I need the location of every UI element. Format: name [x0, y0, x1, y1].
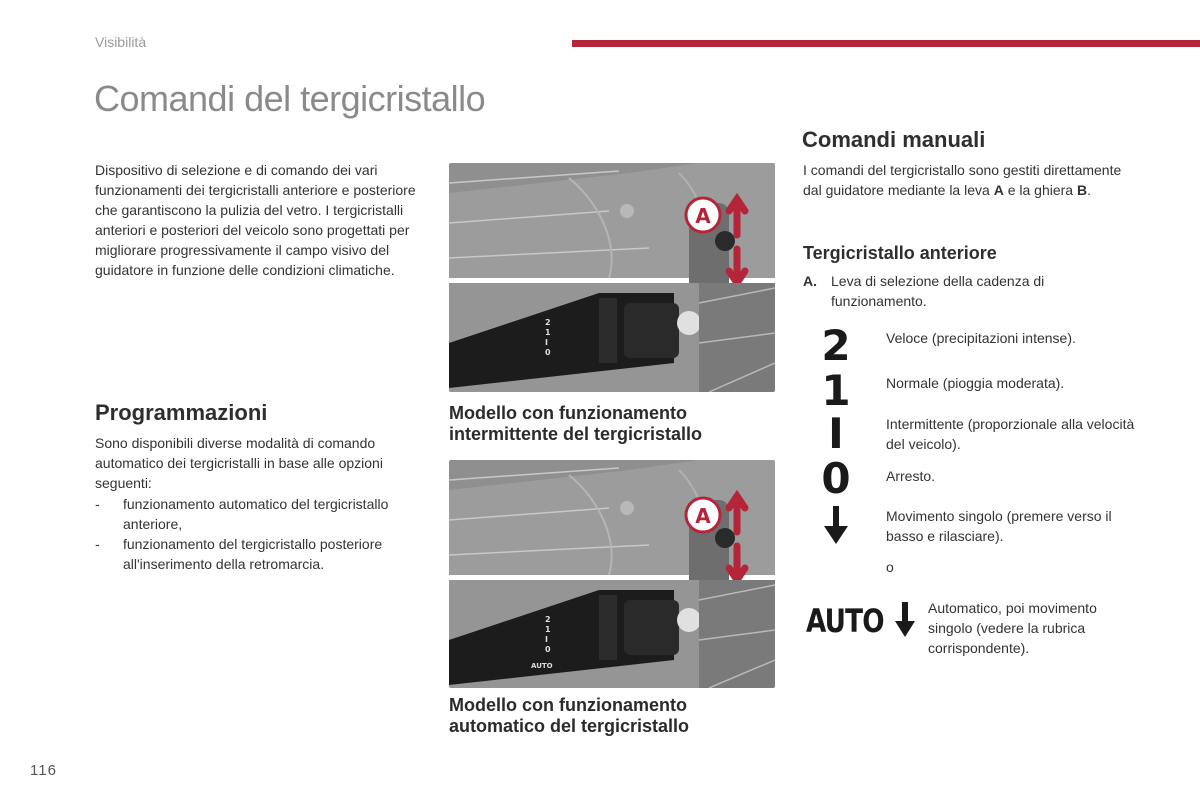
caption-automatic: Modello con funzionamento automatico del tergicristallo: [449, 695, 690, 736]
stalk-mark: 1: [545, 328, 551, 337]
down-arrow-icon: [822, 506, 850, 546]
page-number: 116: [30, 762, 57, 779]
programmazioni-intro: Sono disponibili diverse modalità di comando automatico dei tergicristalli in base alle opzioni seguenti:: [95, 435, 383, 491]
stalk-mark: 1: [545, 625, 551, 634]
front-wiper-heading: Tergicristallo anteriore: [803, 243, 997, 263]
position-text: Intermittente (proporzionale alla velocità del veicolo).: [886, 416, 1135, 452]
wiper-stalk-illustration-automatic: [449, 460, 775, 688]
list-bullet: -: [95, 496, 100, 512]
programmazioni-heading: Programmazioni: [95, 400, 268, 425]
auto-symbol: AUTO: [806, 602, 884, 640]
or-text: o: [886, 559, 894, 575]
wiper-stalk-illustration-intermittent: [449, 163, 775, 392]
stalk-mark: 2: [545, 318, 551, 327]
position-symbol-intermittent: I: [828, 409, 844, 458]
position-text: Movimento singolo (premere verso il basso e rilasciare).: [886, 508, 1112, 544]
position-symbol-1: 1: [821, 366, 851, 415]
position-symbol-0: 0: [821, 454, 851, 503]
list-item: - funzionamento del tergicristallo posteriore all'inserimento della retromarcia.: [95, 536, 383, 572]
programmazioni-list: [95, 494, 425, 574]
position-text: Veloce (precipitazioni intense).: [886, 330, 1076, 346]
stalk-mark: 0: [545, 348, 551, 357]
list-item: - funzionamento automatico del tergicristallo anteriore,: [95, 496, 389, 532]
auto-down-arrow-icon: [894, 602, 916, 638]
manual-controls-intro: I comandi del tergicristallo sono gestiti direttamente dal guidatore mediante la leva A e la ghiera B.: [803, 162, 1122, 198]
page-title: Comandi del tergicristallo: [94, 78, 486, 119]
manual-controls-heading: Comandi manuali: [802, 127, 986, 152]
intro-paragraph: Dispositivo di selezione e di comando dei vari funzionamenti dei tergicristalli anteriore e posteriore che garantiscono la pulizia del vetro. I tergicristalli anteriori e posteriori del veicolo sono progettati per migliorare progressivamente il campo visivo del guidatore in funzione delle condizioni climatiche.: [95, 162, 416, 278]
stalk-mark: 2: [545, 615, 551, 624]
auto-text: Automatico, poi movimento singolo (vedere la rubrica corrispondente).: [928, 600, 1097, 656]
section-label: Visibilità: [95, 34, 147, 50]
marker-a: A: [695, 504, 711, 528]
position-text: Arresto.: [886, 468, 936, 484]
lever-a-description: A. Leva di selezione della cadenza di funzionamento.: [803, 273, 1045, 309]
marker-a: A: [695, 204, 711, 228]
caption-intermittent: Modello con funzionamento intermittente del tergicristallo: [449, 403, 703, 444]
stalk-mark: I: [545, 635, 548, 644]
header-accent-bar: [572, 40, 1200, 47]
list-bullet: -: [95, 536, 100, 552]
stalk-mark: I: [545, 338, 548, 347]
stalk-mark: 0: [545, 645, 551, 654]
stalk-auto-mark: AUTO: [531, 662, 553, 670]
position-text: Normale (pioggia moderata).: [886, 375, 1065, 391]
position-symbol-2: 2: [821, 321, 851, 370]
